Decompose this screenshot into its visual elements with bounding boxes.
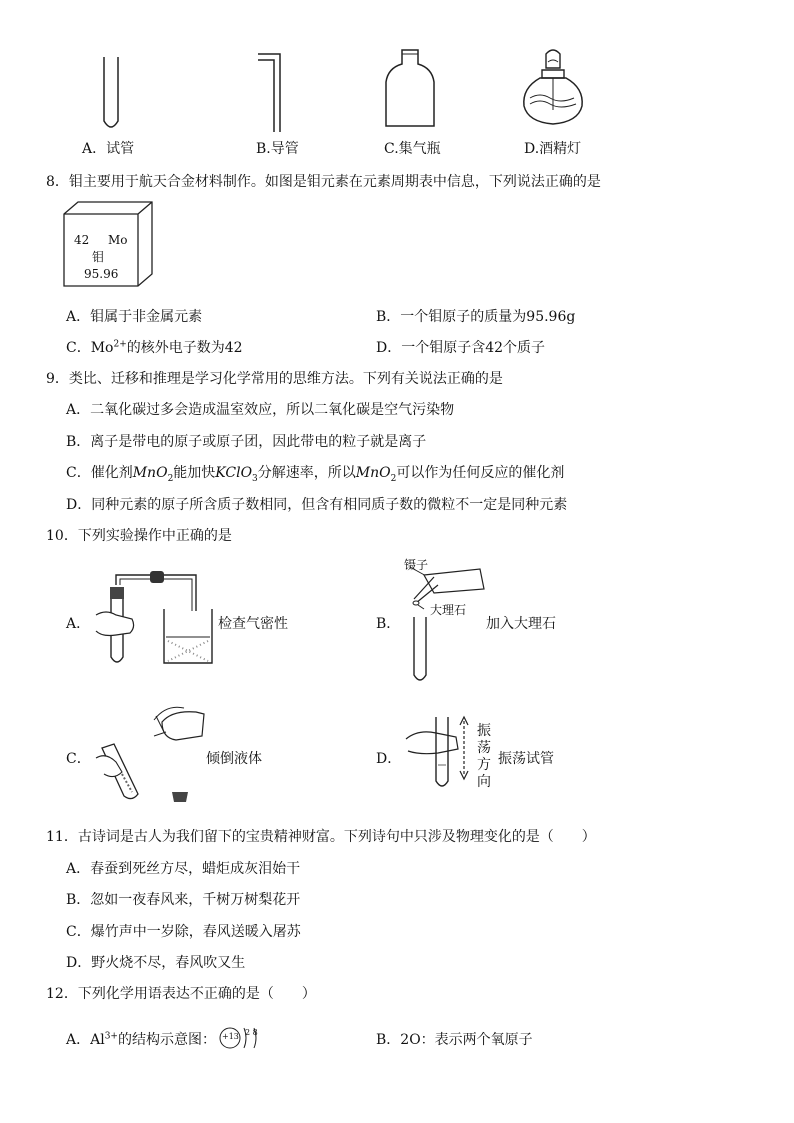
q9-c-formula2: KClO <box>215 465 253 481</box>
apparatus-label-a: A．试管 <box>82 141 135 157</box>
alcohol-lamp-figure <box>518 48 588 138</box>
q10-b-tweezers-label: 镊子 <box>404 558 429 572</box>
q9-c-part2: 能加快 <box>173 465 216 481</box>
element-mass: 95.96 <box>84 267 119 281</box>
q10-a-letter: A． <box>66 616 91 632</box>
q11-option-a: A．春蚕到死丝方尽，蜡炬成灰泪始干 <box>66 861 301 877</box>
q8-option-c-sup: 2+ <box>113 339 127 350</box>
q8-option-b: B．一个钼原子的质量为95.96g <box>376 309 576 325</box>
q8-option-c <box>66 337 243 357</box>
q9-option-a: A．二氧化碳过多会造成温室效应，所以二氧化碳是空气污染物 <box>66 402 455 418</box>
q12-a-prefix: A．Al <box>66 1032 105 1048</box>
q9-c-part1: C．催化剂 <box>66 465 133 481</box>
q11-option-d: D．野火烧不尽，春风吹又生 <box>66 955 246 971</box>
element-symbol: Mo <box>108 233 128 247</box>
q9-stem: 9．类比、迁移和推理是学习化学常用的思维方法。下列有关说法正确的是 <box>46 371 503 387</box>
q9-option-b: B．离子是带电的原子或原子团，因此带电的粒子就是离子 <box>66 434 427 450</box>
q10-b-caption: 加入大理石 <box>486 616 556 632</box>
q9-c-sub1: 2 <box>167 473 174 484</box>
element-name: 钼 <box>92 250 105 264</box>
apparatus-label-c: C.集气瓶 <box>384 141 441 157</box>
q10-d-vertical-3: 方 <box>477 757 491 773</box>
q9-c-formula3: MnO <box>355 465 391 481</box>
q12-a-sup: 3+ <box>104 1031 118 1042</box>
q11-option-c: C．爆竹声中一岁除，春风送暖入屠苏 <box>66 924 301 940</box>
q12-a-shells: 2 8 <box>245 1028 258 1037</box>
q8-option-d: D．一个钼原子含42个质子 <box>376 340 546 356</box>
q10-d-caption: 振荡试管 <box>498 751 554 767</box>
delivery-tube-figure <box>254 52 294 142</box>
apparatus-label-d: D.酒精灯 <box>524 141 582 157</box>
q12-option-a <box>66 1029 216 1049</box>
q12-option-b: B．2O：表示两个氧原子 <box>376 1032 533 1048</box>
q12-stem: 12．下列化学用语表达不正确的是（ ） <box>46 986 316 1002</box>
q9-c-part3: 分解速率，所以 <box>257 465 356 481</box>
q10-d-vertical-1: 振 <box>477 723 491 739</box>
apparatus-label-b: B.导管 <box>256 141 299 157</box>
q10-b-marble-label: 大理石 <box>430 603 467 617</box>
q8-option-c-rest: 的核外电子数为42 <box>126 340 243 356</box>
q10-a-caption: 检查气密性 <box>218 616 288 632</box>
q12-a-rest: 的结构示意图： <box>117 1032 216 1048</box>
q9-c-part4: 可以作为任何反应的催化剂 <box>396 465 565 481</box>
q9-option-c <box>66 462 564 484</box>
q10-d-vertical-2: 荡 <box>477 740 491 756</box>
test-tube-figure <box>96 55 126 135</box>
q12-a-nucleus: +13 <box>222 1032 239 1041</box>
q11-option-b: B．忽如一夜春风来，千树万树梨花开 <box>66 892 301 908</box>
tweezers-marble-figure <box>404 565 494 695</box>
q10-b-letter: B． <box>376 616 401 632</box>
q9-option-d: D．同种元素的原子所含质子数相同，但含有相同质子数的微粒不一定是同种元素 <box>66 497 568 513</box>
q10-d-vertical-4: 向 <box>477 774 491 790</box>
q8-option-a: A．钼属于非金属元素 <box>66 309 203 325</box>
element-number: 42 <box>74 233 90 247</box>
q9-c-sub2: 3 <box>252 473 258 484</box>
q8-stem: 8．钼主要用于航天合金材料制作。如图是钼元素在元素周期表中信息，下列说法正确的是 <box>46 174 601 190</box>
q11-stem: 11．古诗词是古人为我们留下的宝贵精神财富。下列诗句中只涉及物理变化的是（ ） <box>46 829 596 845</box>
q9-c-formula1: MnO <box>132 465 168 481</box>
q9-c-sub3: 2 <box>390 473 397 484</box>
q8-option-c-prefix: C．Mo <box>66 340 114 356</box>
q10-c-letter: C． <box>66 751 91 767</box>
q10-c-caption: 倾倒液体 <box>206 751 262 767</box>
q10-d-letter: D． <box>376 751 402 767</box>
gas-collecting-bottle-figure <box>380 48 440 138</box>
pouring-liquid-figure <box>92 692 222 807</box>
q10-stem: 10．下列实验操作中正确的是 <box>46 528 232 544</box>
airtightness-check-figure <box>92 565 222 675</box>
